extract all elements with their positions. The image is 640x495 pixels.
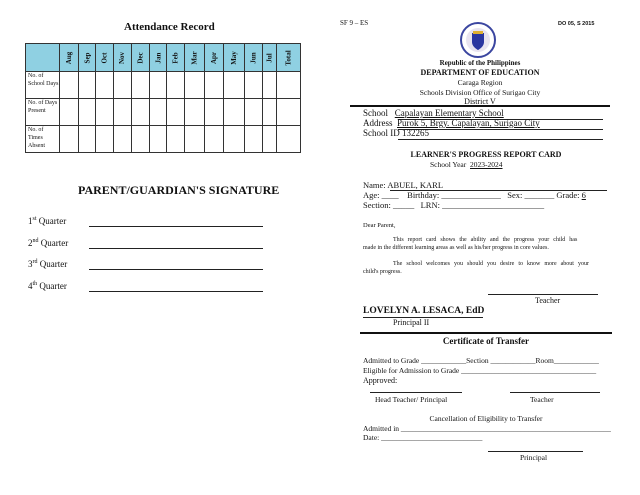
month-label: Jun (249, 51, 258, 64)
transfer-teacher-label: Teacher (530, 395, 554, 404)
principal-name: LOVELYN A. LESACA, EdD (363, 306, 485, 316)
school-name: Capalayan Elementary School (394, 108, 504, 118)
quarter-num: 4 (28, 280, 33, 291)
month-label: Jul (265, 52, 274, 63)
transfer-title: Certificate of Transfer (442, 336, 530, 346)
attendance-cell[interactable] (262, 126, 277, 153)
school-address: Purok 5, Brgy. Capalayan, Surigao City (397, 118, 540, 128)
attendance-cell[interactable] (79, 126, 96, 153)
quarter-label (28, 216, 66, 226)
quarter-text: Quarter (39, 259, 68, 269)
letter-p2b: child's progress. (363, 269, 402, 275)
republic-text: Republic of the Philippines (439, 59, 521, 67)
name-label: Name: (363, 180, 386, 190)
quarter-label (28, 281, 67, 291)
school-id: 132265 (402, 128, 429, 138)
cancel-title: Cancellation of Eligibility to Transfer (429, 414, 543, 423)
quarter-text: Quarter (39, 280, 67, 291)
attendance-cell[interactable] (184, 126, 204, 153)
quarter-num: 3 (28, 259, 33, 269)
month-label: Nov (118, 51, 127, 64)
letter-p1b: made in the different learning areas as well as his/her progress in core values. (363, 245, 549, 251)
attendance-cell[interactable] (244, 126, 262, 153)
month-label: Apr (210, 51, 219, 64)
district-text: District V (464, 97, 496, 106)
learner-name: ABUEL, KARL (387, 180, 444, 190)
attendance-cell[interactable] (96, 126, 113, 153)
principal-sign-label: Principal (520, 453, 548, 462)
month-label: Jan (154, 52, 162, 63)
greeting: Dear Parent, (363, 222, 396, 229)
month-label: Total (284, 49, 293, 66)
signature-line[interactable] (89, 248, 263, 249)
month-label: Dec (136, 51, 145, 64)
quarter-num: 2 (28, 237, 33, 248)
quarter-sup: st (32, 216, 37, 222)
attendance-title: Attendance Record (124, 21, 215, 33)
month-label: Oct (100, 52, 109, 63)
month-label: Sep (83, 52, 92, 63)
attendance-cell[interactable] (149, 126, 166, 153)
row-label: No. of Times Absent (26, 126, 60, 153)
quarter-text: Quarter (38, 216, 67, 226)
school-year-label: School Year (430, 160, 467, 169)
quarter-num: 1 (28, 216, 33, 226)
grade-value: 6 (581, 190, 586, 200)
division-text: Schools Division Office of Surigao City (419, 88, 541, 97)
attendance-cell[interactable] (223, 126, 244, 153)
address-label: Address (363, 118, 393, 128)
approved-label: Approved: (363, 376, 398, 385)
date-field: Date: ___________________________ (363, 433, 483, 442)
month-label: Mar (190, 50, 199, 65)
attendance-cell[interactable] (113, 126, 132, 153)
quarter-label (28, 238, 68, 248)
table-row (26, 126, 301, 153)
department-text: DEPARTMENT OF EDUCATION (420, 68, 540, 77)
eligible-grade: Eligible for Admission to Grade ____________________________________ (363, 366, 597, 375)
quarter-sup: rd (32, 259, 38, 265)
attendance-cell[interactable] (132, 126, 150, 153)
signature-line[interactable] (89, 291, 263, 292)
quarter-sup: nd (32, 237, 39, 244)
report-card-page: Attendance Record Aug Sep Oct Nov Dec Jan Feb Mar Apr May Jun Jul Total No. of School Days No. of Days Present No. of Times Absent PARENT/GUARDIAN'S SIGNATURE 1st Quarter 2nd Quarter 3rd Quarter 4th Quarter SF 9 – ES DO 05, S 2015 Republic of the Philippines DEPARTMENT OF EDUCATION Caraga Region Schools Division Office of Surigao City District V School Capalayan Elementary School Address Purok 5, Brgy. Capalayan, Surigao City School ID 132265 LEARNER'S PROGRESS REPORT CARD School Year 2023-2024 Name: ABUEL, KARL Age: ____ Birthday: ______________ Sex: _______ Grade: 6 Section: _____ LRN: ________________________ Dear Parent, This report card shows the ability and the progress your child has made in the different learning areas as well as his/her progress in core values. The school welcomes you should you desire to know more about your child's progress. Teacher LOVELYN A. LESACA, EdD Principal II Certificate of Transfer Admitted to Grade ____________Section ____________Room____________ Eligible for Admission to Grade ____________________________________ Approved: Head Teacher/ Principal Teacher Cancellation of Eligibility to Transfer Admitted in ________________________________________________________ Date: ___________________________ Principal (0, 0, 640, 495)
school-year: 2023-2024 (470, 160, 503, 169)
sex-label: Sex: (507, 190, 523, 200)
quarter-text: Quarter (40, 237, 69, 248)
month-label: Feb (171, 51, 180, 64)
signature-line[interactable] (89, 226, 263, 227)
deped-seal-icon (460, 22, 496, 63)
admitted-grade: Admitted to Grade ____________Section ____________Room____________ (363, 356, 599, 365)
row-label: No. of School Days (26, 72, 60, 99)
form-code: SF 9 – ES (340, 19, 369, 27)
month-label: Aug (65, 51, 74, 64)
attendance-cell[interactable] (60, 126, 79, 153)
letter-p1a: This report card shows the ability and the progress your child has (393, 237, 578, 243)
admitted-in: Admitted in ________________________________________________________ (363, 424, 611, 433)
card-title: LEARNER'S PROGRESS REPORT CARD (410, 150, 562, 159)
quarter-sup: th (32, 280, 38, 287)
section-label: Section: (363, 200, 391, 210)
head-teacher-label: Head Teacher/ Principal (375, 395, 448, 404)
signature-title: PARENT/GUARDIAN'S SIGNATURE (78, 183, 280, 197)
lrn-label: LRN: (420, 200, 440, 210)
school-id-label: School ID (363, 128, 400, 138)
region-text: Caraga Region (457, 78, 503, 87)
month-label: May (229, 50, 238, 65)
grade-label: Grade: (556, 190, 580, 200)
attendance-cell[interactable] (205, 126, 224, 153)
row-label: No. of Days Present (26, 99, 60, 126)
principal-title: Principal II (393, 318, 430, 327)
quarter-label (28, 259, 67, 269)
school-label: School (363, 108, 389, 118)
signature-line[interactable] (89, 269, 263, 270)
birthday-label: Birthday: (407, 190, 440, 200)
attendance-cell[interactable] (167, 126, 185, 153)
age-label: Age: (363, 190, 380, 200)
teacher-label: Teacher (535, 296, 561, 305)
order-code: DO 05, S 2015 (558, 21, 595, 27)
letter-p2a: The school welcomes you should you desire to know more about your (393, 261, 589, 267)
attendance-cell[interactable] (277, 126, 301, 153)
